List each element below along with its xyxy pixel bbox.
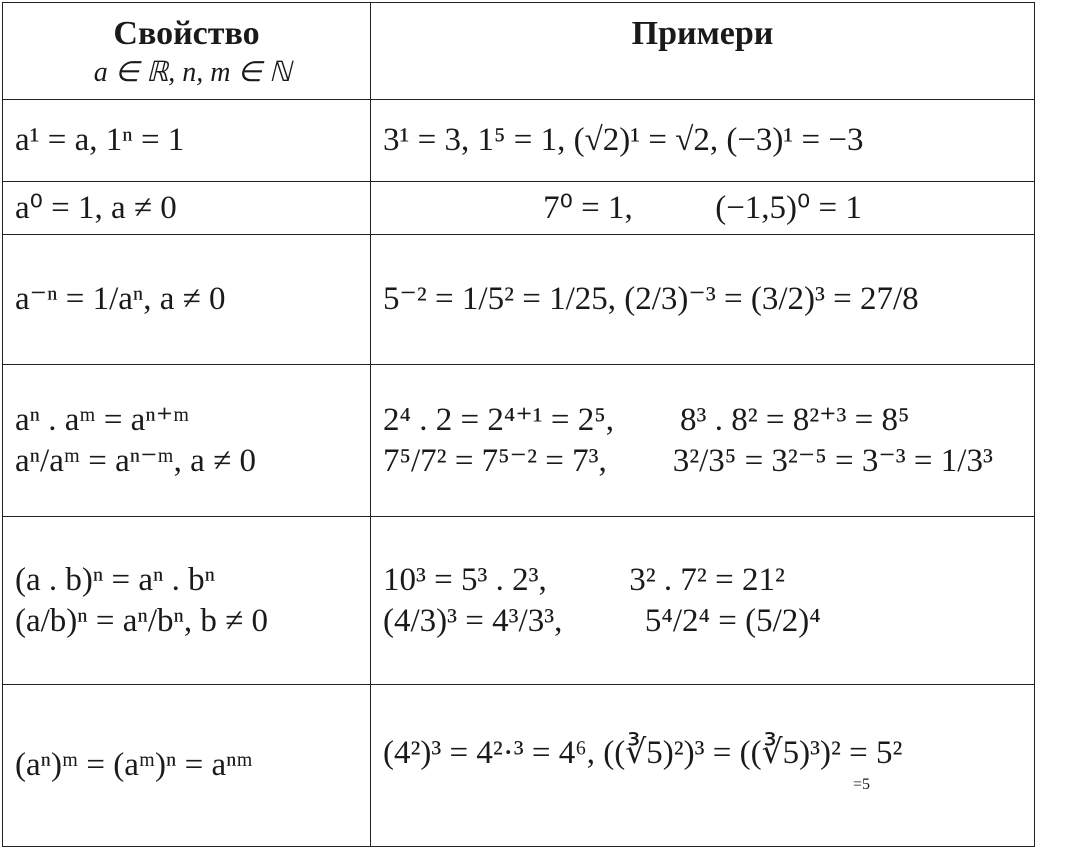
property-formula: a¹ = a, 1ⁿ = 1: [15, 122, 185, 158]
examples-header-cell: [371, 3, 1035, 100]
property-formula: aⁿ . aᵐ = aⁿ⁺ᵐ: [15, 401, 190, 438]
examples-cell: [371, 685, 1035, 847]
table-header-row: [3, 3, 1035, 100]
underbrace-label: =5: [853, 776, 871, 793]
property-formula: (aⁿ)ᵐ = (aᵐ)ⁿ = aⁿᵐ: [15, 747, 253, 783]
table-row: [3, 517, 1035, 685]
example-formula: 5⁻² = 1/5² = 1/25, (2/3)⁻³ = (3/2)³ = 27/8: [383, 281, 919, 317]
example-formula: (4²)³ = 4²·³ = 4⁶, ((∛5)²)³ = ((∛5)³)² = 5²: [383, 735, 903, 771]
property-formula: aⁿ/aᵐ = aⁿ⁻ᵐ, a ≠ 0: [15, 442, 256, 479]
examples-cell: [371, 235, 1035, 365]
property-formula: (a/b)ⁿ = aⁿ/bⁿ, b ≠ 0: [15, 602, 269, 639]
example-formula: 2⁴ . 2 = 2⁴⁺¹ = 2⁵, 8³ . 8² = 8²⁺³ = 8⁵: [383, 401, 910, 438]
table-row: [3, 235, 1035, 365]
property-formula: (a . b)ⁿ = aⁿ . bⁿ: [15, 561, 216, 598]
property-header-cell: [3, 3, 371, 100]
examples-cell: [371, 100, 1035, 182]
property-cell: [3, 365, 371, 517]
example-formula: 7⁰ = 1, (−1,5)⁰ = 1: [543, 189, 862, 226]
property-cell: [3, 235, 371, 365]
property-header-subtitle: a ∈ ℝ, n, m ∈ ℕ: [93, 57, 292, 88]
examples-header-title: Примери: [631, 15, 774, 52]
property-header-title: Свойство: [113, 15, 260, 52]
property-formula: a⁻ⁿ = 1/aⁿ, a ≠ 0: [15, 281, 226, 317]
table-row: [3, 365, 1035, 517]
example-formula: 10³ = 5³ . 2³, 3² . 7² = 21²: [383, 561, 785, 598]
table-row: [3, 100, 1035, 182]
property-cell: [3, 517, 371, 685]
table-row: [3, 685, 1035, 847]
examples-cell: [371, 182, 1035, 235]
exponent-properties-table: [2, 2, 1035, 847]
example-formula: (4/3)³ = 4³/3³, 5⁴/2⁴ = (5/2)⁴: [383, 602, 821, 639]
example-formula: 7⁵/7² = 7⁵⁻² = 7³, 3²/3⁵ = 3²⁻⁵ = 3⁻³ = 1/3³: [383, 442, 993, 479]
table-row: [3, 182, 1035, 235]
examples-cell: [371, 517, 1035, 685]
property-cell: [3, 182, 371, 235]
property-cell: [3, 685, 371, 847]
property-formula: a⁰ = 1, a ≠ 0: [15, 189, 177, 226]
example-formula: 3¹ = 3, 1⁵ = 1, (√2)¹ = √2, (−3)¹ = −3: [383, 122, 864, 158]
property-cell: [3, 100, 371, 182]
examples-cell: [371, 365, 1035, 517]
